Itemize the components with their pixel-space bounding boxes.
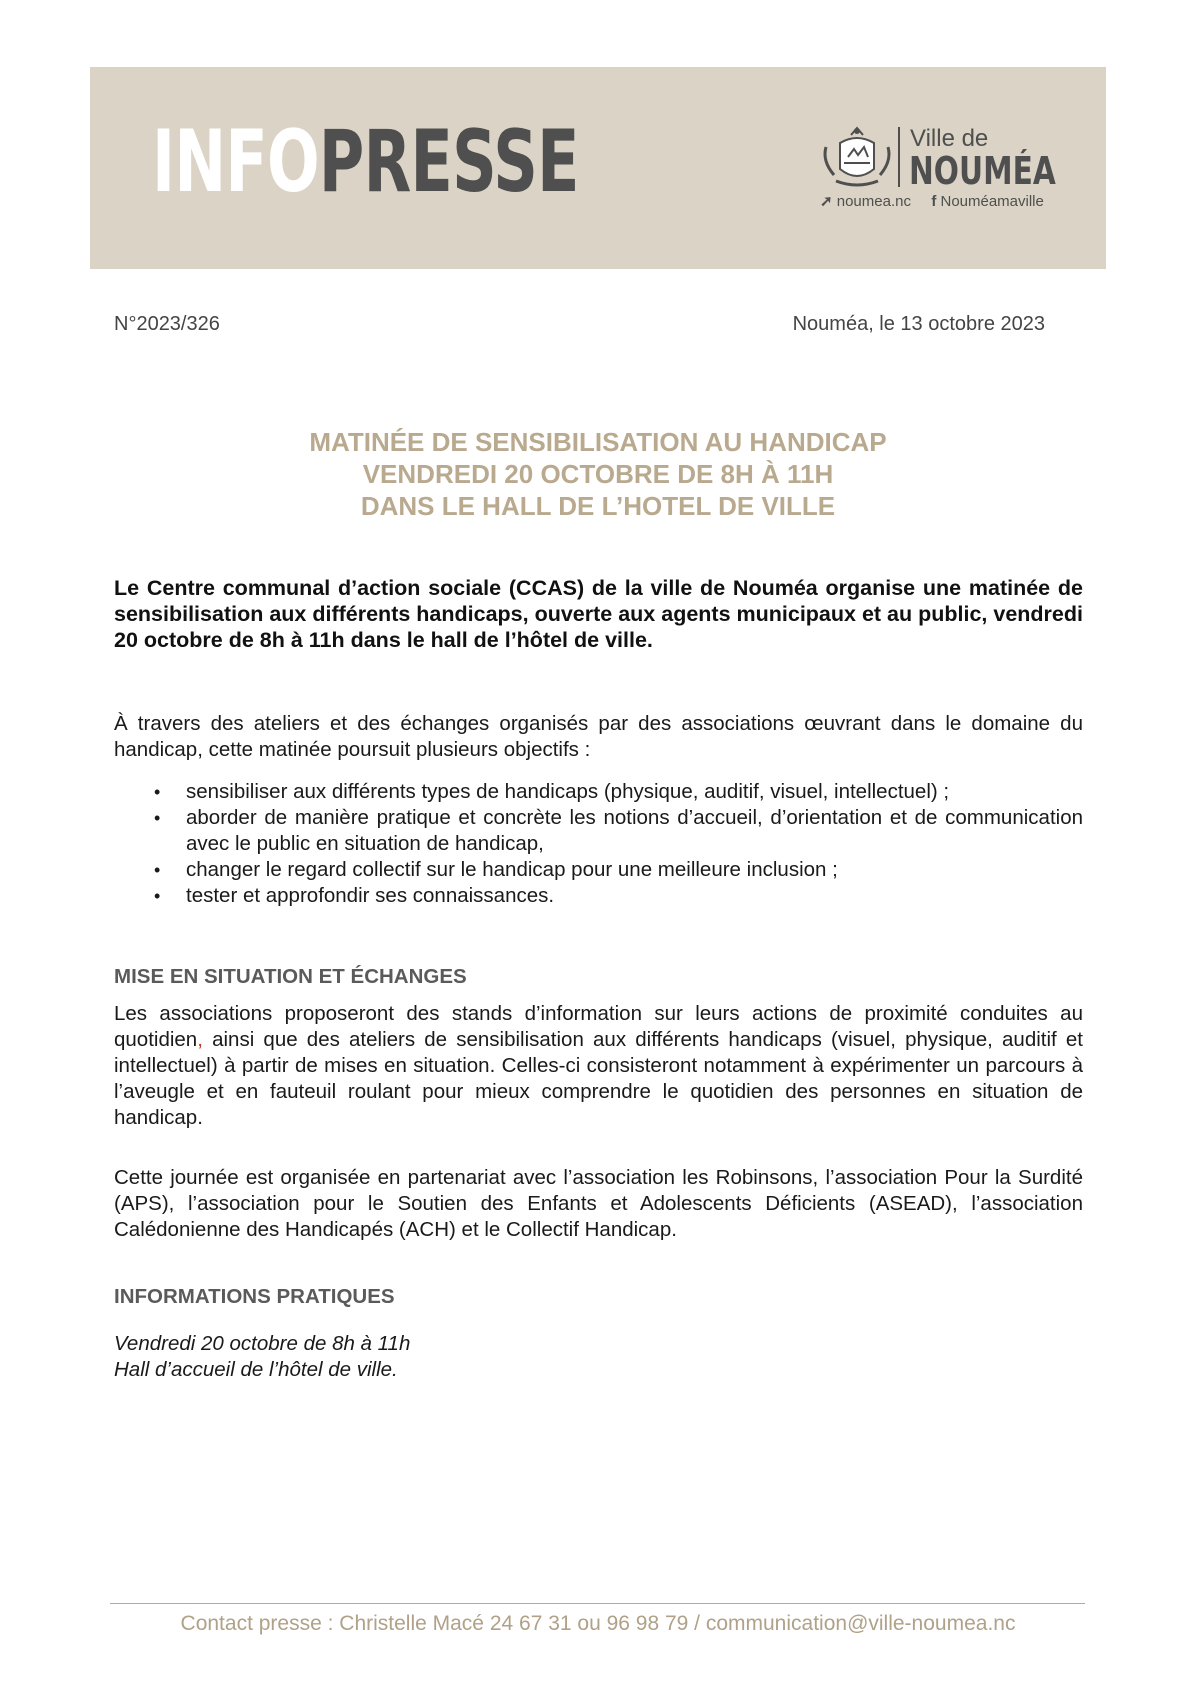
- footer-divider: [110, 1603, 1085, 1604]
- list-item: • sensibiliser aux différents types de handicaps (physique, auditif, visuel, intellectuel) ;: [114, 779, 1083, 805]
- facebook-icon: f: [931, 193, 937, 210]
- logo-divider: [898, 127, 900, 187]
- list-item: • tester et approfondir ses connaissances.: [114, 883, 1083, 909]
- info-presse-wordmark: [152, 112, 579, 212]
- brand-info: INFO: [152, 112, 319, 212]
- situation-text-2: ainsi que des ateliers de sensibilisation aux différents handicaps (visuel, physique, auditif et intellectuel) à partir de mises en situation. Celles-ci consisteront notamment à expérimenter un parcours à l’aveugle et en fauteuil roulant pour mieux comprendre le quotidien des personnes en situation de handicap.: [114, 1028, 1083, 1129]
- lead-paragraph: Le Centre communal d’action sociale (CCAS) de la ville de Nouméa organise une matinée de sensibilisation aux différents handicaps, ouverte aux agents municipaux et au public, vendredi 20 octobre de 8h à 11h dans le hall de l’hôtel de ville.: [114, 576, 1083, 652]
- situation-comma: ,: [197, 1028, 203, 1051]
- brand-presse: PRESSE: [318, 112, 579, 212]
- logo-links: [820, 192, 1044, 210]
- intro-paragraph: À travers des ateliers et des échanges organisés par des associations œuvrant dans le domaine du handicap, cette matinée poursuit plusieurs objectifs :: [114, 712, 1083, 761]
- title-line-2: VENDREDI 20 OCTOBRE DE 8H À 11H: [362, 459, 834, 489]
- title-line-1: MATINÉE DE SENSIBILISATION AU HANDICAP: [309, 427, 887, 457]
- press-release-date: Nouméa, le 13 octobre 2023: [792, 313, 1045, 335]
- situation-text-1: Les associations proposeront des stands d’information sur leurs actions de proximité conduites au quotidien: [114, 1002, 1083, 1051]
- logo-site: noumea.nc: [836, 193, 911, 210]
- list-item: • aborder de manière pratique et concrète les notions d’accueil, d’orientation et de communication avec le public en situation de handicap,: [114, 805, 1083, 857]
- partners-paragraph: Cette journée est organisée en partenariat avec l’association les Robinsons, l’association Pour la Surdité (APS), l’association pour le Soutien des Enfants et Adolescents Déficients (ASEAD), l’association Calédonienne des Handicapés (ACH) et le Collectif Handicap.: [114, 1166, 1083, 1241]
- practical-info: [114, 1331, 410, 1383]
- send-arrow-icon: ➚: [820, 193, 833, 210]
- list-item: • changer le regard collectif sur le handicap pour une meilleure inclusion ;: [114, 857, 1083, 883]
- logo-facebook: Nouméamaville: [940, 193, 1044, 210]
- title-line-3: DANS LE HALL DE L’HOTEL DE VILLE: [360, 491, 836, 521]
- objectives-list: [114, 779, 1083, 909]
- city-crest-icon: [818, 123, 896, 195]
- logo-ville-de: Ville de: [910, 125, 989, 152]
- section-heading-practical: INFORMATIONS PRATIQUES: [114, 1285, 395, 1308]
- situation-paragraph: [114, 1001, 1083, 1131]
- press-release-number: N°2023/326: [114, 313, 220, 335]
- section-heading-situation: MISE EN SITUATION ET ÉCHANGES: [114, 965, 467, 988]
- logo-noumea: NOUMÉA: [909, 149, 1056, 193]
- press-contact: Contact presse : Christelle Macé 24 67 31 ou 96 98 79 / communication@ville-noumea.nc: [180, 1612, 1016, 1635]
- practical-place: Hall d’accueil de l’hôtel de ville.: [114, 1358, 398, 1381]
- practical-date: Vendredi 20 octobre de 8h à 11h: [114, 1332, 411, 1355]
- ville-de-noumea-logo: [818, 123, 1058, 213]
- header-banner: [90, 67, 1106, 269]
- page-title: [90, 426, 1106, 522]
